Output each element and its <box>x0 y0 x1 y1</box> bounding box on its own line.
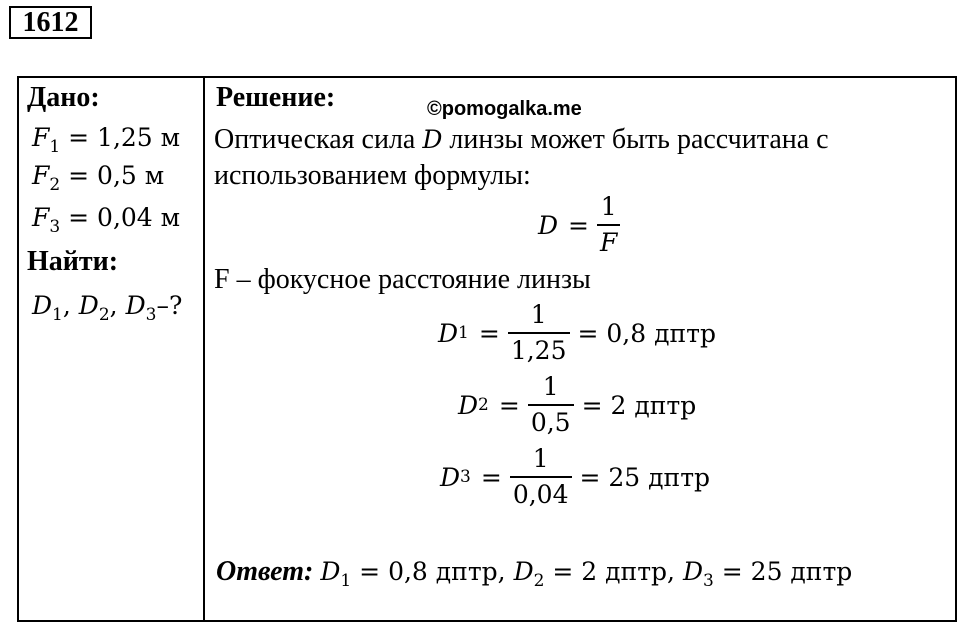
formula-den: F <box>597 224 620 258</box>
calc-d1-num: 1 <box>530 300 547 329</box>
find-d1-var: D <box>32 291 53 320</box>
given-f2 <box>32 160 165 195</box>
calc-d1-fraction <box>508 300 570 366</box>
given-f2-var: F <box>32 161 50 190</box>
calc-d1-var: D <box>438 318 459 348</box>
answer-d3-sub: 3 <box>702 570 714 591</box>
given-f1-value: = 1,25 м <box>68 123 181 152</box>
watermark: ©pomogalka.me <box>427 98 582 120</box>
calc-d3: D 3 = $\frac{1}{0,04}$ = 25 дптр <box>440 444 711 509</box>
calc-d2-fraction <box>528 372 574 438</box>
formula-lhs: D <box>538 210 559 240</box>
given-f2-sub: 2 <box>49 174 61 195</box>
solution-line-1-var: D <box>422 125 443 154</box>
answer-line <box>216 556 853 591</box>
answer-label: Ответ: <box>216 556 314 587</box>
given-f1-sub: 1 <box>49 136 61 157</box>
calc-d2: D 2 = $\frac{1}{0,5}$ = 2 дптр <box>458 372 697 437</box>
given-heading: Дано: <box>27 82 100 113</box>
given-f1-var: F <box>32 123 50 152</box>
calc-d3-result: = 25 дптр <box>579 462 711 492</box>
formula-eq: = <box>568 210 589 240</box>
calc-d3-var: D <box>440 462 461 492</box>
answer-d2-var: D <box>513 557 534 586</box>
solution-heading: Решение: <box>216 82 336 113</box>
answer-d2-result: = 2 дптр, <box>552 557 675 586</box>
formula-main <box>538 192 628 258</box>
find-d3-var: D <box>125 291 146 320</box>
calc-d3-fraction <box>510 444 572 510</box>
solution-line-2: использованием формулы: <box>214 160 531 191</box>
calc-d1-den: 1,25 <box>508 332 570 366</box>
find-d1-sub: 1 <box>52 304 63 325</box>
find-tail: –? <box>156 291 183 320</box>
find-d2-sub: 2 <box>98 304 110 325</box>
answer-d2-sub: 2 <box>533 570 545 591</box>
answer-d3-var: D <box>682 557 703 586</box>
calc-d3-den: 0,04 <box>510 476 572 510</box>
given-f3-value: = 0,04 м <box>68 203 181 232</box>
given-f3-sub: 3 <box>49 216 61 237</box>
find-d3-sub: 3 <box>145 304 157 325</box>
answer-d3-result: = 25 дптр <box>721 557 853 586</box>
problem-number: 1612 <box>9 6 92 39</box>
solution-line-1a: Оптическая сила <box>214 124 423 155</box>
given-f3-var: F <box>32 203 50 232</box>
calc-d2-den: 0,5 <box>528 404 574 438</box>
find-heading: Найти: <box>27 246 119 277</box>
calc-d2-num: 1 <box>542 372 559 401</box>
given-f2-value: = 0,5 м <box>68 161 165 190</box>
solution-note: F – фокусное расстояние линзы <box>214 264 591 295</box>
calc-d2-var: D <box>458 390 479 420</box>
find-values: $D_1$, $D_2$, $D_3-$? <box>32 291 183 325</box>
answer-d1-var: D <box>320 557 341 586</box>
calc-d1: D 1 = $\frac{1}{1,25}$ = 0,8 дптр <box>438 300 716 365</box>
answer-d1-sub: 1 <box>340 570 352 591</box>
find-d2-var: D <box>78 291 99 320</box>
calc-d1-result: = 0,8 дптр <box>577 318 716 348</box>
formula-num: 1 <box>600 192 617 221</box>
given-f3 <box>32 202 181 237</box>
solution-line-1 <box>214 124 829 156</box>
answer-d1-result: = 0,8 дптр, <box>359 557 506 586</box>
solution-line-1b: линзы может быть рассчитана с <box>442 124 829 155</box>
column-divider <box>203 76 205 622</box>
calc-d2-result: = 2 дптр <box>581 390 697 420</box>
calc-d3-num: 1 <box>532 444 549 473</box>
formula-fraction <box>597 192 620 258</box>
given-f1 <box>32 122 181 157</box>
